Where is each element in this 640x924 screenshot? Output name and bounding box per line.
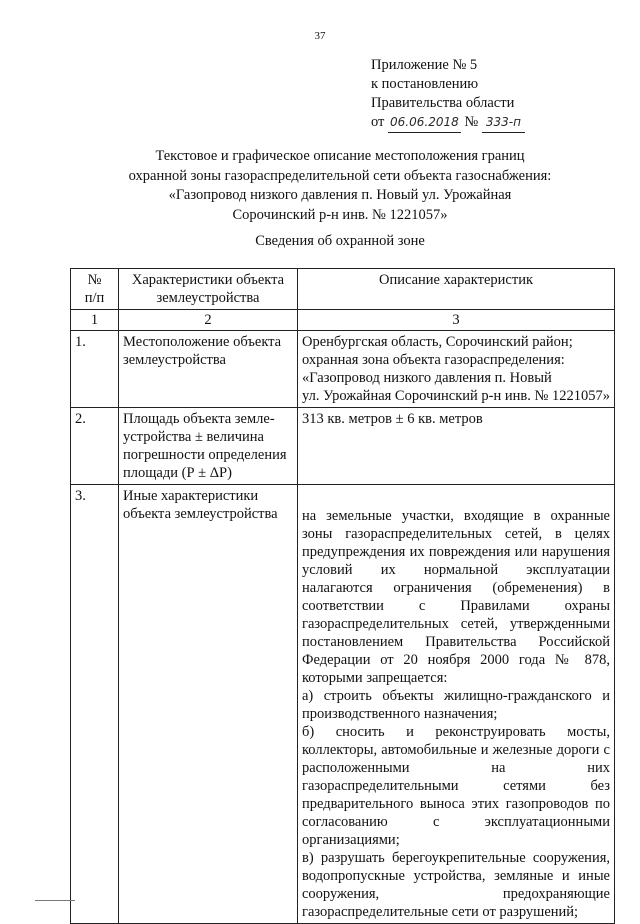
description-paragraph: а) строить объекты жилищно-гражданского и производственного назначения; [302,688,610,722]
column-number-3: 3 [298,310,615,331]
description-line: Оренбургская область, Сорочинский район; [302,334,573,350]
table-row [71,408,615,485]
appendix-date-line [371,113,525,133]
description-line: охранная зона объекта газораспределения: [302,352,565,368]
protection-zone-table [70,268,615,924]
document-title [40,147,640,225]
description-paragraph: в) разрушать берегоукрепительные сооружения, водопропускные устройства, земляные и иные сооружения, предохраняющие газораспределительные сети от разрушений; [302,850,610,920]
table-row [71,485,615,924]
description-paragraph: на земельные участки, входящие в охранные зоны газораспределительных сетей, в целях предупреждения их повреждения или нарушения условий их нормальной эксплуатации налагаются ограничения (обременения) в соответствии с Правилами охраны газораспределительных сетей, утвержденными постановлением Правительства Российской Федерации от 20 ноября 2000 года № 878, которыми запрещается: [302,508,610,686]
title-line-4: Сорочинский р-н инв. № 1221057» [232,206,448,223]
title-line-2: охранной зоны газораспределительной сети объекта газоснабжения: [128,167,552,184]
header-number [71,269,119,310]
appendix-line-3: Правительства области [371,95,515,111]
row-characteristic: Иные характеристики объекта землеустройства [119,485,298,924]
description-line: ул. Урожайная Сорочинский р-н инв. № 1221057» [302,388,610,404]
appendix-line-1: Приложение № 5 [371,57,478,73]
table-row [71,331,615,408]
footer-divider [35,900,75,901]
page-number: 37 [314,30,326,42]
row-characteristic: Площадь объекта земле-устройства ± величина погрешности определения площади (Р ± ΔР) [119,408,298,485]
table-header-row [71,269,615,310]
title-line-3: «Газопровод низкого давления п. Новый ул. Урожайная [168,187,512,203]
column-number-1: 1 [71,310,119,331]
row-number: 1. [71,331,119,408]
handwritten-date: 06.06.2018 [388,113,461,133]
number-label: № [464,114,479,130]
appendix-block [371,56,525,133]
row-description [298,331,615,408]
title-line-1: Текстовое и графическое описание местоположения границ [155,148,525,164]
from-label: от [371,114,385,130]
row-number: 3. [71,485,119,924]
column-numbers-row [71,310,615,331]
header-description: Описание характеристик [298,269,615,310]
row-description [298,485,615,924]
handwritten-number: 333-п [482,113,525,133]
row-description [298,408,615,485]
description-line: 313 кв. метров ± 6 кв. метров [302,411,483,427]
header-characteristic: Характеристики объекта землеустройства [119,269,298,310]
row-characteristic: Местоположение объекта землеустройства [119,331,298,408]
description-line: «Газопровод низкого давления п. Новый [302,370,552,386]
description-paragraph: б) сносить и реконструировать мосты, коллекторы, автомобильные и железные дороги с расположенными на них газораспределительными сетями без предварительного выноса этих газопроводов по согласованию с эксплуатационными организациями; [302,724,610,848]
row-number: 2. [71,408,119,485]
column-number-2: 2 [119,310,298,331]
section-subtitle: Сведения об охранной зоне [255,233,425,249]
header-number-text: № п/п [84,272,105,306]
appendix-line-2: к постановлению [371,76,479,92]
